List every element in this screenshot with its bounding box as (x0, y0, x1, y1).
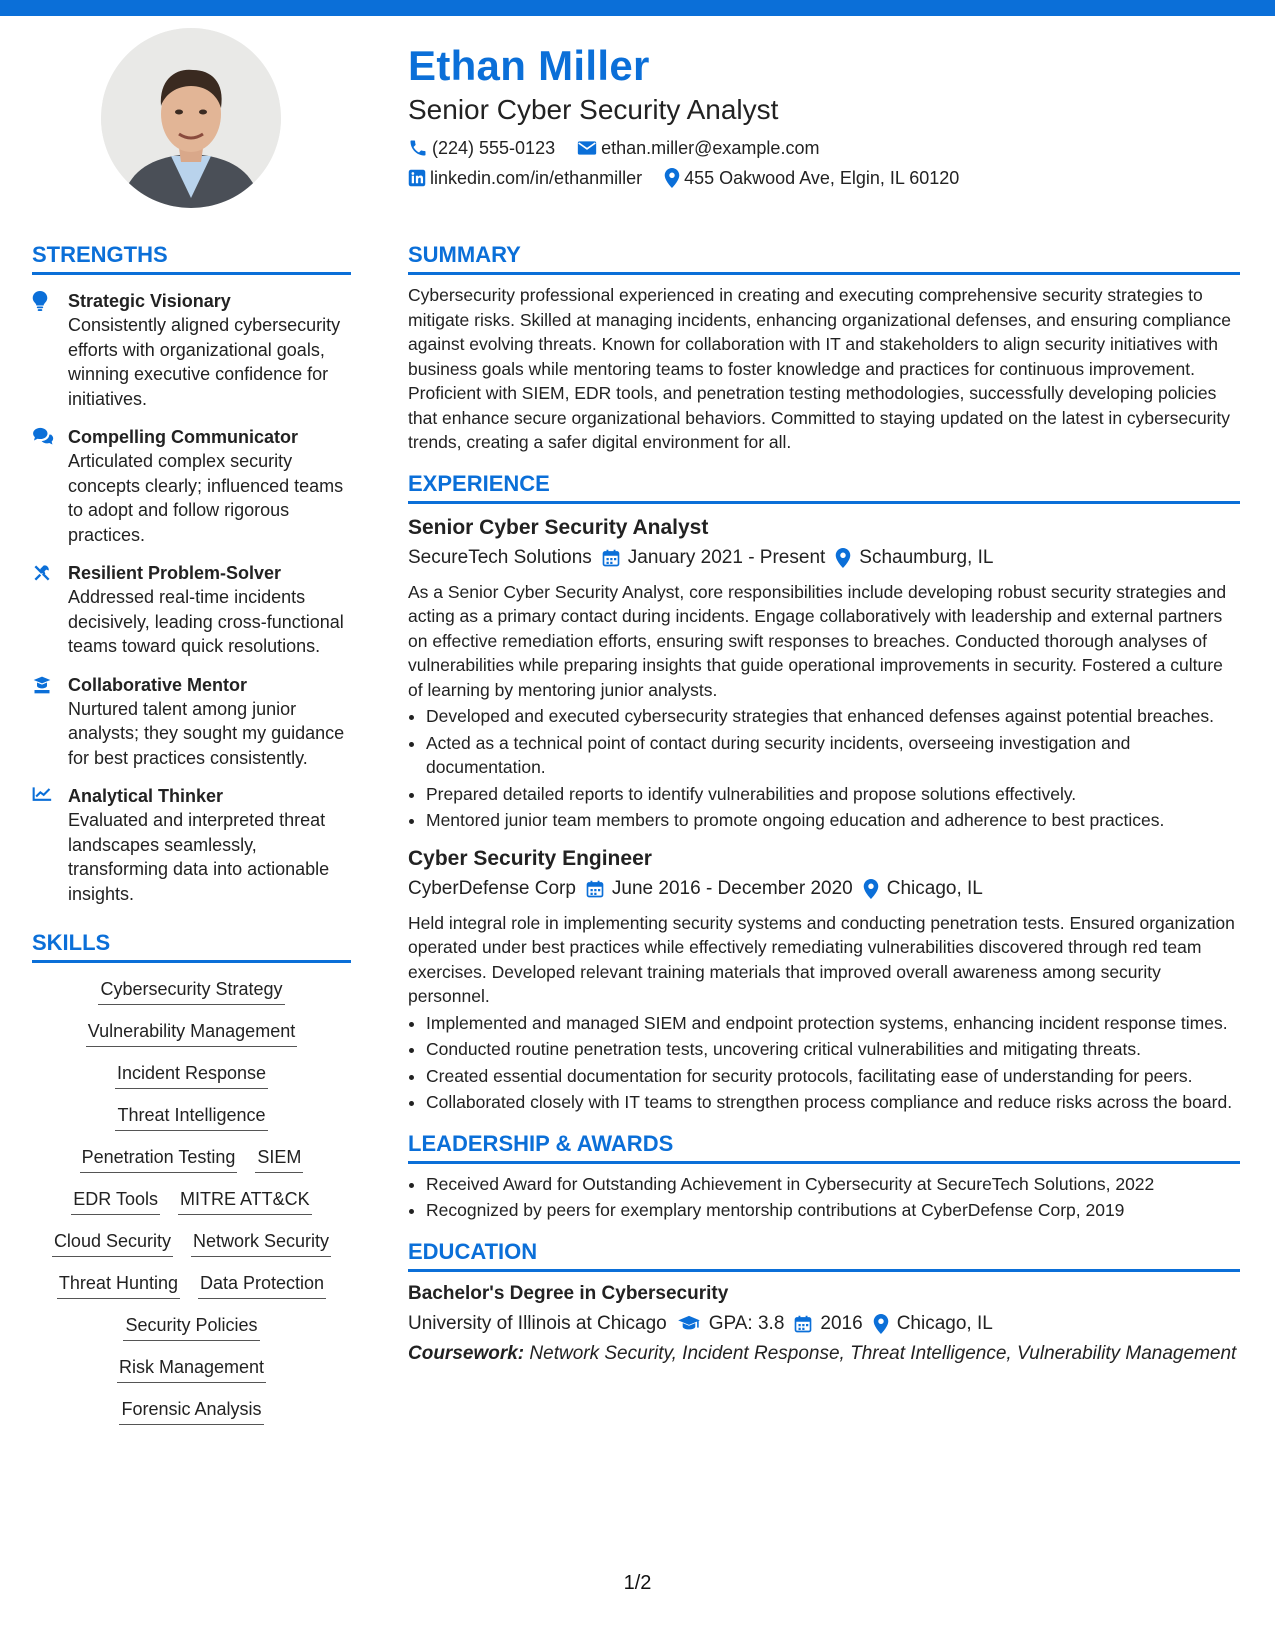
job-description: Held integral role in implementing security systems and conducting penetration tests. Ensured organization operated under best practices while effectively remediating vulnerabilities discovered through red team exercises. Developed relevant training materials that improved overall awareness among security personnel. (408, 912, 1235, 1006)
strength-item (32, 784, 351, 906)
job-description: As a Senior Cyber Security Analyst, core responsibilities include developing robust security strategies and acting as a primary contact during incidents. Engage collaboratively with leadership and external partners on effective remediation efforts, ensuring swift responses to breaches. Conducted thorough analyses of vulnerabilities while preparing insights that guide operational improvements in security. Fostered a culture of learning by mentoring junior analysts. (408, 581, 1227, 700)
strength-desc: Consistently aligned cybersecurity efforts with organizational goals, winning executive confidence for initiatives. (68, 315, 341, 409)
education-section (408, 1239, 1240, 1367)
chart-line-icon (32, 784, 54, 906)
school-name: University of Illinois at Chicago (408, 1312, 667, 1334)
strength-item (32, 289, 351, 411)
email-text: ethan.miller@example.com (601, 138, 820, 158)
left-column (32, 242, 351, 1439)
list-item: • Acted as a technical point of contact during security incidents, overseeing investigation and documentation. (426, 731, 1240, 780)
list-item: • Created essential documentation for security protocols, facilitating ease of understanding for peers. (426, 1064, 1240, 1089)
job-dates: June 2016 - December 2020 (611, 877, 853, 899)
awards-list (408, 1172, 1240, 1223)
gpa-text: GPA: 3.8 (708, 1312, 785, 1334)
skill-tag: Cloud Security (52, 1229, 173, 1257)
skill-tag: Incident Response (115, 1061, 268, 1089)
job-location: Chicago, IL (886, 877, 983, 899)
linkedin-icon (408, 169, 426, 187)
skills-list (32, 977, 351, 1439)
strength-desc: Articulated complex security concepts clearly; influenced teams to adopt and follow rigorous practices. (68, 451, 344, 545)
list-item: • Mentored junior team members to promote ongoing education and adherence to best practices. (426, 808, 1240, 833)
skill-tag: SIEM (255, 1145, 303, 1173)
skill-tag: Data Protection (198, 1271, 326, 1299)
phone-icon (408, 138, 428, 158)
experience-section (408, 471, 1240, 1115)
skill-tag: Network Security (191, 1229, 331, 1257)
skill-tag: Security Policies (123, 1313, 259, 1341)
job-bullets (408, 704, 1240, 833)
education-location: Chicago, IL (896, 1312, 993, 1334)
coursework-label: Coursework: (408, 1342, 525, 1364)
summary-section (408, 242, 1240, 455)
tools-icon (32, 561, 54, 659)
strengths-heading: STRENGTHS (32, 242, 351, 275)
skill-tag: MITRE ATT&CK (178, 1187, 312, 1215)
address-text: 455 Oakwood Ave, Elgin, IL 60120 (684, 168, 960, 188)
list-item: • Developed and executed cybersecurity strategies that enhanced defenses against potential breaches. (426, 704, 1240, 729)
job-location: Schaumburg, IL (859, 546, 994, 568)
strength-desc: Evaluated and interpreted threat landscapes seamlessly, transforming data into actionable insights. (68, 810, 330, 904)
linkedin-contact[interactable] (408, 166, 642, 190)
strength-item (32, 425, 351, 547)
phone-contact[interactable] (408, 136, 555, 160)
job-title: Senior Cyber Security Analyst (408, 515, 709, 539)
phone-text: (224) 555-0123 (432, 138, 556, 158)
top-accent-bar (0, 0, 1275, 16)
chat-bubbles-icon (32, 425, 54, 547)
list-item: • Recognized by peers for exemplary mentorship contributions at CyberDefense Corp, 2019 (426, 1198, 1240, 1223)
strength-item (32, 673, 351, 771)
lightbulb-icon (32, 289, 54, 411)
job-bullets (408, 1011, 1240, 1115)
coursework-text: Network Security, Incident Response, Threat Intelligence, Vulnerability Management (529, 1342, 1237, 1364)
degree-name: Bachelor's Degree in Cybersecurity (408, 1282, 729, 1304)
summary-text: Cybersecurity professional experienced in creating and executing comprehensive security strategies to mitigate risks. Skilled at managing incidents, enhancing organizational defenses, and ensuring compliance against evolving threats. Known for collaboration with IT and stakeholders to align security initiatives with business goals while mentoring teams to foster knowledge and practices for continuous improvement. Proficient with SIEM, EDR tools, and penetration testing methodologies, successfully developing policies that enhance secure organizational behaviors. Committed to staying updated on the latest in cybersecurity trends, creating a safer digital environment for all. (408, 285, 1231, 452)
skill-tag: Penetration Testing (80, 1145, 238, 1173)
skill-tag: Cybersecurity Strategy (98, 977, 284, 1005)
calendar-icon (794, 1315, 812, 1333)
skill-tag: Threat Hunting (57, 1271, 180, 1299)
job-meta (408, 544, 1240, 572)
summary-heading: SUMMARY (408, 242, 1240, 275)
strength-title: Strategic Visionary (68, 291, 231, 311)
list-item: • Collaborated closely with IT teams to strengthen process compliance and reduce risks across the board. (426, 1090, 1240, 1115)
skill-tag: Risk Management (117, 1355, 266, 1383)
list-item: • Conducted routine penetration tests, uncovering critical vulnerabilities and mitigating threats. (426, 1037, 1240, 1062)
job-entry (408, 514, 1240, 833)
job-meta (408, 875, 1240, 903)
envelope-icon (577, 139, 597, 157)
candidate-title: Senior Cyber Security Analyst (408, 94, 779, 125)
contact-row-2 (408, 166, 1238, 190)
strength-title: Resilient Problem-Solver (68, 563, 282, 583)
candidate-name: Ethan Miller (408, 42, 650, 89)
teacher-icon (32, 673, 54, 771)
map-pin-icon (835, 548, 851, 568)
skill-tag: Threat Intelligence (115, 1103, 267, 1131)
email-contact[interactable] (577, 136, 819, 160)
resume-header (408, 40, 1238, 190)
job-dates: January 2021 - Present (627, 546, 826, 568)
graduation-cap-icon (677, 1315, 701, 1333)
job-entry (408, 845, 1240, 1115)
calendar-icon (602, 549, 620, 567)
map-pin-icon (664, 168, 680, 188)
list-item: • Received Award for Outstanding Achievement in Cybersecurity at SecureTech Solutions, 2022 (426, 1172, 1240, 1197)
map-pin-icon (873, 1314, 889, 1334)
strength-title: Compelling Communicator (68, 427, 299, 447)
awards-section (408, 1131, 1240, 1223)
list-item: • Implemented and managed SIEM and endpoint protection systems, enhancing incident response times. (426, 1011, 1240, 1036)
skill-tag: EDR Tools (71, 1187, 160, 1215)
experience-heading: EXPERIENCE (408, 471, 1240, 504)
job-title: Cyber Security Engineer (408, 846, 652, 870)
education-heading: EDUCATION (408, 1239, 1240, 1272)
address-contact (664, 166, 959, 190)
skill-tag: Forensic Analysis (119, 1397, 263, 1425)
education-meta (408, 1310, 1240, 1338)
linkedin-text: linkedin.com/in/ethanmiller (430, 168, 643, 188)
contact-row-1 (408, 136, 1238, 160)
strength-desc: Nurtured talent among junior analysts; they sought my guidance for best practices consistently. (68, 698, 345, 768)
list-item: • Prepared detailed reports to identify vulnerabilities and propose solutions effectively. (426, 782, 1240, 807)
strength-desc: Addressed real-time incidents decisively, leading cross-functional teams toward quick resolutions. (68, 587, 344, 656)
coursework (408, 1342, 1240, 1367)
map-pin-icon (863, 879, 879, 899)
skills-heading: SKILLS (32, 930, 351, 963)
company-name: CyberDefense Corp (408, 877, 576, 899)
strength-item (32, 561, 351, 659)
skill-tag: Vulnerability Management (86, 1019, 297, 1047)
profile-photo (101, 28, 281, 208)
strength-title: Collaborative Mentor (68, 674, 248, 695)
awards-heading: LEADERSHIP & AWARDS (408, 1131, 1240, 1164)
strengths-list (32, 289, 351, 906)
page-number: 1/2 (623, 1572, 652, 1594)
strength-title: Analytical Thinker (68, 786, 224, 806)
graduation-year: 2016 (820, 1312, 863, 1334)
right-column (408, 242, 1240, 1382)
calendar-icon (586, 880, 604, 898)
company-name: SecureTech Solutions (408, 546, 592, 568)
